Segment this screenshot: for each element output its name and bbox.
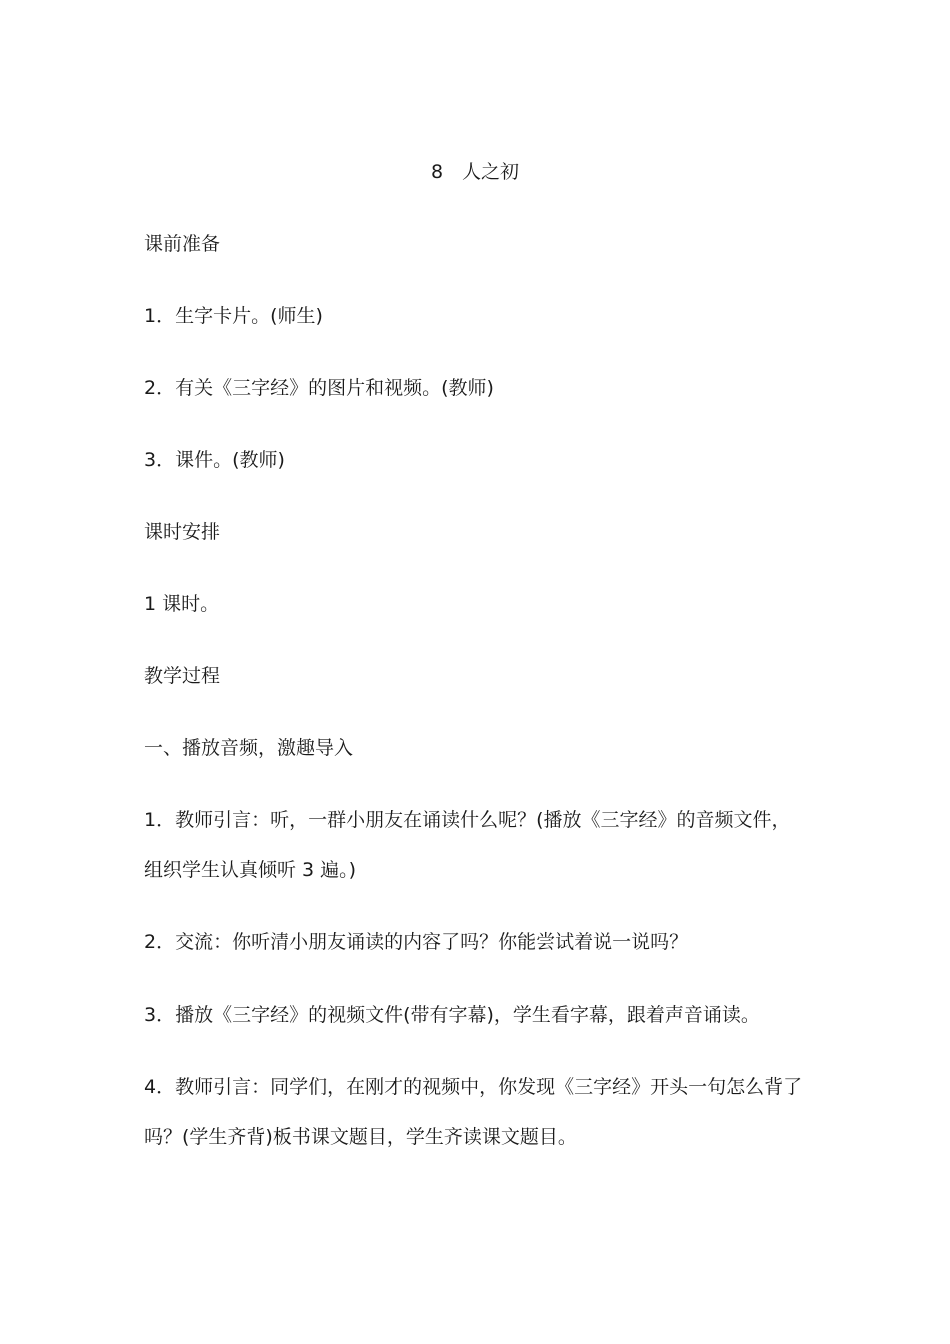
part1-heading: 一、播放音频，激趣导入 [144,737,354,759]
schedule-text: 1 课时。 [144,593,220,615]
part1-item-4-line1: 4．教师引言：同学们，在刚才的视频中，你发现《三字经》开头一句怎么背了 [144,1076,803,1098]
lesson-title: 8 人之初 [430,161,520,183]
part1-item-1-line1: 1．教师引言：听，一群小朋友在诵读什么呢？(播放《三字经》的音频文件， [144,809,791,831]
prep-item-3: 3．课件。(教师) [144,449,285,471]
prep-item-1: 1．生字卡片。(师生) [144,305,323,327]
part1-item-4-line2: 吗？(学生齐背)板书课文题目，学生齐读课文题目。 [144,1126,577,1148]
part1-item-2: 2．交流：你听清小朋友诵读的内容了吗？你能尝试着说一说吗？ [144,931,689,953]
section-heading-preparation: 课前准备 [144,233,221,255]
section-heading-process: 教学过程 [144,665,221,687]
part1-item-1-line2: 组织学生认真倾听 3 遍。) [144,859,357,881]
section-heading-schedule: 课时安排 [144,521,221,543]
prep-item-2: 2．有关《三字经》的图片和视频。(教师) [144,377,494,399]
part1-item-3: 3．播放《三字经》的视频文件(带有字幕)，学生看字幕，跟着声音诵读。 [144,1004,760,1026]
